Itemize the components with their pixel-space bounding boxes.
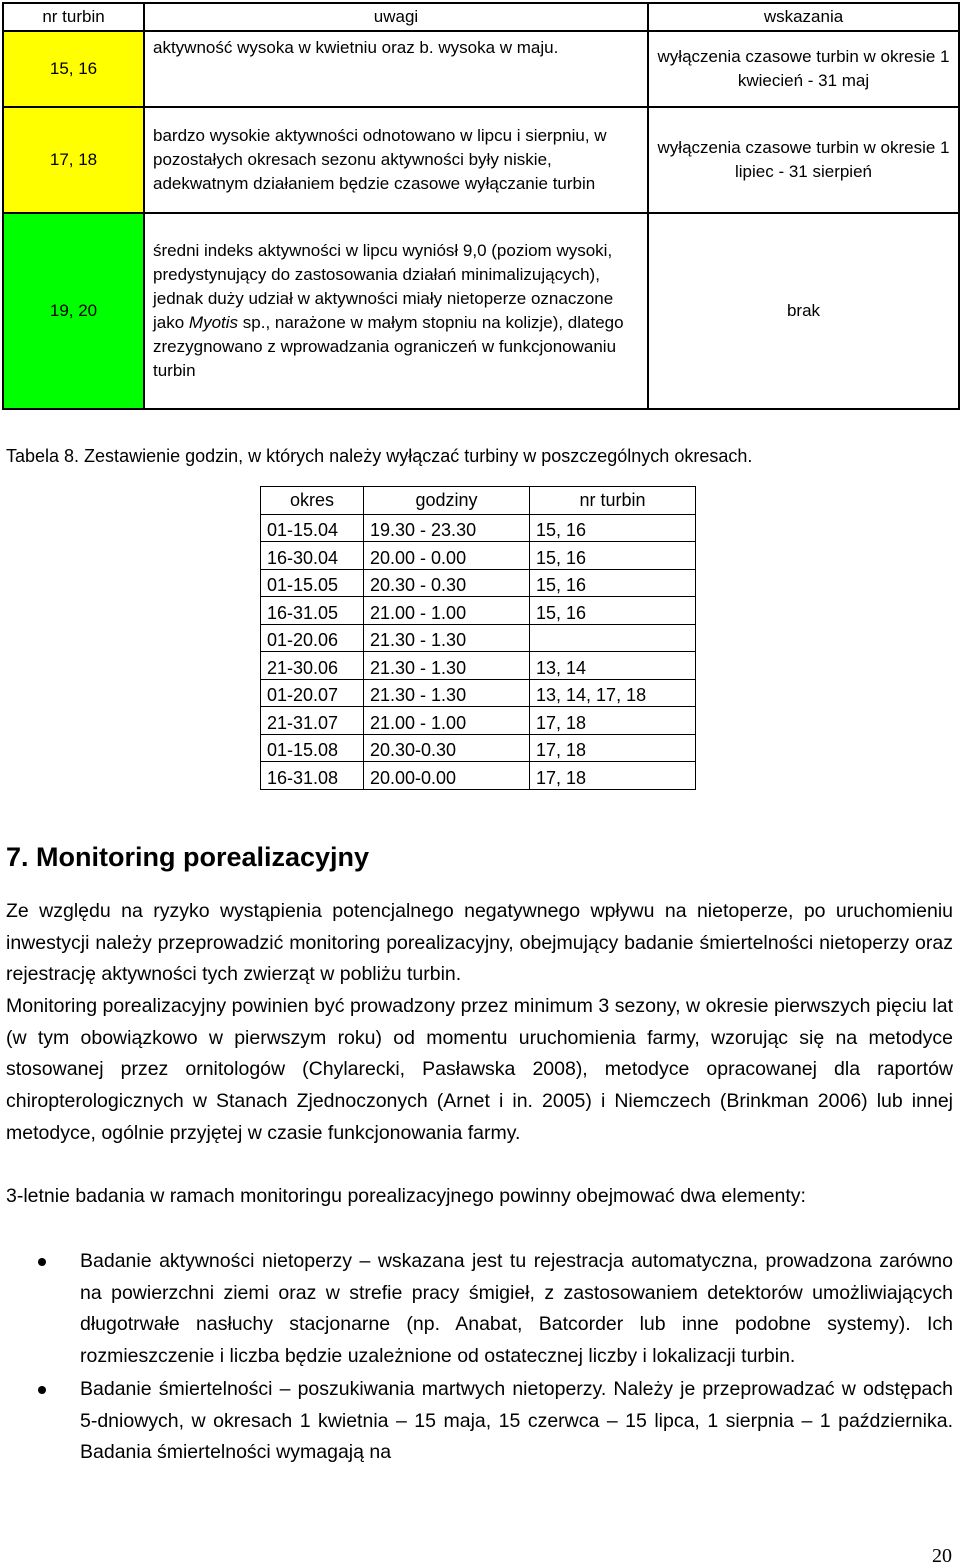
remarks-text: sp., narażone w małym stopniu na kolizje), dlatego zrezygnowano z wprowadzania ograniczeń w funkcjonowaniu turbin bbox=[153, 313, 624, 380]
period-cell: 16-31.08 bbox=[261, 762, 364, 790]
paragraph: 3-letnie badania w ramach monitoringu porealizacyjnego powinny obejmować dwa elementy: bbox=[6, 1185, 806, 1207]
turbine-number-cell: 13, 14, 17, 18 bbox=[530, 679, 696, 707]
table-caption: Tabela 8. Zestawienie godzin, w których należy wyłączać turbiny w poszczególnych okresach. bbox=[6, 446, 753, 466]
remarks-text: średni indeks aktywności w lipcu wyniósł 9,0 (poziom wysoki, predystynujący do zastosowania działań minimalizujących), jednak duży udział w aktywności miały nietoperze oznaczone jako bbox=[153, 241, 614, 332]
paragraph: Monitoring porealizacyjny powinien być prowadzony przez minimum 3 sezony, w okresie pierwszych pięciu lat (w tym obowiązkowo w pierwszym roku) od momentu uruchomienia farmy, wzorując się na metodyce stosowanej przez ornitologów (Chylarecki, Pasławska 2008), metodyce opracowanej dla raportów chiropterologicznych w Stanach Zjednoczonych (Arnet i in. 2005) i Niemczech (Brinkman 2006) lub innej metodyce, ogólnie przyjętej w czasie funkcjonowania farmy. bbox=[6, 995, 953, 1144]
page-number: 20 bbox=[932, 1545, 952, 1567]
indication-cell: wyłączenia czasowe turbin w okresie 1 lipiec - 31 sierpień bbox=[648, 107, 959, 213]
header-period: okres bbox=[261, 487, 364, 515]
header-hours: godziny bbox=[364, 487, 530, 515]
hours-cell: 21.00 - 1.00 bbox=[364, 597, 530, 625]
table-row bbox=[261, 597, 696, 625]
period-cell: 21-31.07 bbox=[261, 707, 364, 735]
list-item bbox=[36, 1374, 953, 1469]
section-heading: 7. Monitoring porealizacyjny bbox=[6, 842, 370, 872]
table-row bbox=[261, 762, 696, 790]
header-turbine-number: nr turbin bbox=[530, 487, 696, 515]
remarks-cell: bardzo wysokie aktywności odnotowano w lipcu i sierpniu, w pozostałych okresach sezonu aktywności były niskie, adekwatnym działaniem będzie czasowe wyłączanie turbin bbox=[144, 107, 648, 213]
turbine-number-cell: 15, 16 bbox=[530, 597, 696, 625]
bullet-list bbox=[36, 1246, 953, 1470]
period-cell: 16-31.05 bbox=[261, 597, 364, 625]
table-row bbox=[3, 107, 959, 213]
turbine-number-cell: 17, 18 bbox=[530, 762, 696, 790]
table-header-row bbox=[261, 487, 696, 515]
hours-cell: 20.00 - 0.00 bbox=[364, 542, 530, 570]
period-cell: 01-20.07 bbox=[261, 679, 364, 707]
table-row bbox=[261, 514, 696, 542]
indication-cell: wyłączenia czasowe turbin w okresie 1 kwiecień - 31 maj bbox=[648, 31, 959, 107]
turbine-recommendations-table bbox=[2, 2, 960, 410]
turbine-number-cell: 15, 16 bbox=[3, 31, 144, 107]
bullet-icon bbox=[38, 1386, 46, 1394]
turbine-number-cell: 15, 16 bbox=[530, 542, 696, 570]
hours-cell: 20.30-0.30 bbox=[364, 734, 530, 762]
paragraph: Ze względu na ryzyko wystąpienia potencjalnego negatywnego wpływu na nietoperze, po uruchomieniu inwestycji należy przeprowadzić monitoring porealizacyjny, obejmujący badanie śmiertelności nietoperzy oraz rejestrację aktywności tych zwierząt w pobliżu turbin. bbox=[6, 900, 953, 986]
turbine-number-cell bbox=[530, 624, 696, 652]
list-item-text: Badanie śmiertelności – poszukiwania martwych nietoperzy. Należy je przeprowadzać w odstępach 5-dniowych, w okresach 1 kwietnia – 15 maja, 15 czerwca – 15 lipca, 1 sierpnia – 1 października. Badania śmiertelności wymagają na bbox=[80, 1377, 953, 1464]
period-cell: 01-15.04 bbox=[261, 514, 364, 542]
remarks-cell bbox=[144, 213, 648, 409]
list-item-text: Badanie aktywności nietoperzy – wskazana jest tu rejestracja automatyczna, prowadzona zarówno na powierzchni ziemi oraz w strefie pracy śmigieł, z zastosowaniem detektorów umożliwiających długotrwałe nasłuchy stacjonarne (np. Anabat, Batcorder lub inne podobne systemy). Ich rozmieszczenie i liczba będzie uzależnione od ostatecznej liczby i lokalizacji turbin. bbox=[80, 1250, 953, 1368]
turbine-number-cell: 15, 16 bbox=[530, 569, 696, 597]
hours-cell: 19.30 - 23.30 bbox=[364, 514, 530, 542]
hours-cell: 21.30 - 1.30 bbox=[364, 624, 530, 652]
hours-table-body bbox=[261, 514, 696, 789]
hours-cell: 21.30 - 1.30 bbox=[364, 652, 530, 680]
turbine-number-cell: 17, 18 bbox=[530, 734, 696, 762]
period-cell: 16-30.04 bbox=[261, 542, 364, 570]
table-row bbox=[3, 31, 959, 107]
list-item bbox=[36, 1246, 953, 1373]
table-row bbox=[261, 569, 696, 597]
table-header-row bbox=[3, 3, 959, 31]
table-row bbox=[261, 652, 696, 680]
table-row bbox=[261, 624, 696, 652]
hours-cell: 20.30 - 0.30 bbox=[364, 569, 530, 597]
indication-cell: brak bbox=[648, 213, 959, 409]
period-cell: 01-20.06 bbox=[261, 624, 364, 652]
period-cell: 01-15.05 bbox=[261, 569, 364, 597]
table-row bbox=[261, 734, 696, 762]
turbine-number-cell: 17, 18 bbox=[3, 107, 144, 213]
table-row bbox=[261, 542, 696, 570]
shutdown-hours-table bbox=[260, 486, 696, 790]
turbine-number-cell: 19, 20 bbox=[3, 213, 144, 409]
period-cell: 21-30.06 bbox=[261, 652, 364, 680]
remarks-cell: aktywność wysoka w kwietniu oraz b. wysoka w maju. bbox=[144, 31, 648, 107]
table-row bbox=[3, 213, 959, 409]
header-indications: wskazania bbox=[648, 3, 959, 31]
turbine-number-cell: 13, 14 bbox=[530, 652, 696, 680]
hours-cell: 21.00 - 1.00 bbox=[364, 707, 530, 735]
turbine-number-cell: 15, 16 bbox=[530, 514, 696, 542]
turbine-number-cell: 17, 18 bbox=[530, 707, 696, 735]
species-name: Myotis bbox=[188, 313, 239, 332]
header-remarks: uwagi bbox=[144, 3, 648, 31]
period-cell: 01-15.08 bbox=[261, 734, 364, 762]
table-row bbox=[261, 707, 696, 735]
header-turbine-number: nr turbin bbox=[3, 3, 144, 31]
bullet-icon bbox=[38, 1258, 46, 1266]
hours-cell: 20.00-0.00 bbox=[364, 762, 530, 790]
table-row bbox=[261, 679, 696, 707]
hours-cell: 21.30 - 1.30 bbox=[364, 679, 530, 707]
